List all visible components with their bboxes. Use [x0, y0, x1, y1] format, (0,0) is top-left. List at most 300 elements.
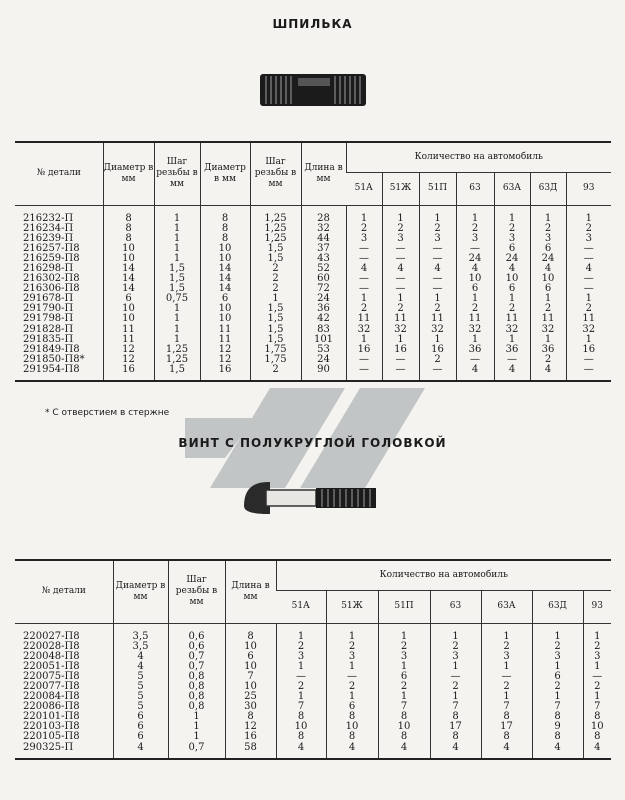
- table-cell: 3: [532, 652, 583, 662]
- stud-table: [15, 141, 611, 382]
- table-cell: 291790-П: [23, 303, 74, 315]
- table-cell: 2: [430, 642, 481, 652]
- table-cell: 2: [456, 224, 494, 234]
- table-cell: 2: [382, 224, 419, 234]
- table-cell: 6: [225, 652, 276, 662]
- table-cell: 7: [481, 702, 532, 712]
- table-cell: 10: [456, 274, 494, 284]
- header-model: 63А: [481, 590, 532, 623]
- table-cell: 4: [481, 743, 532, 759]
- table-cell: 17: [430, 722, 481, 732]
- table-cell: 2: [250, 274, 301, 284]
- table-cell: 11: [200, 325, 250, 335]
- table-cell: 1: [419, 294, 456, 304]
- table-cell: 3: [276, 652, 326, 662]
- table-cell: 8: [103, 234, 154, 244]
- header-pitch-2: Шаг резьбы в мм: [250, 142, 301, 205]
- header-model: 63Д: [530, 172, 566, 205]
- table-cell: 8: [583, 732, 611, 742]
- table-cell: 16: [346, 345, 382, 355]
- table-cell: 24: [494, 254, 530, 264]
- table-cell: —: [566, 244, 611, 254]
- table-row: [15, 623, 611, 642]
- header-quantity: Количество на автомобиль: [346, 142, 611, 172]
- table-cell: —: [346, 355, 382, 365]
- header-length: Длина в мм: [225, 560, 276, 623]
- table-cell: 6: [113, 732, 168, 742]
- table-row: [15, 743, 611, 759]
- table-cell: 10: [494, 274, 530, 284]
- table-row: [15, 264, 611, 274]
- table-cell: 1: [494, 335, 530, 345]
- table-cell: 5: [113, 702, 168, 712]
- table-row: [15, 712, 611, 722]
- table-cell: 3: [566, 234, 611, 244]
- table-cell: 17: [481, 722, 532, 732]
- table-cell: 1: [154, 335, 200, 345]
- table-cell: 8: [200, 205, 250, 224]
- table-cell: 8: [276, 732, 326, 742]
- table-cell: 1: [456, 335, 494, 345]
- table-cell: 1: [168, 732, 225, 742]
- table-cell: 30: [225, 702, 276, 712]
- table-cell: 6: [113, 712, 168, 722]
- table-cell: 6: [326, 702, 378, 712]
- table-cell: —: [382, 274, 419, 284]
- table-cell: 1: [494, 205, 530, 224]
- table-cell: 1: [276, 692, 326, 702]
- table-cell: 1: [481, 692, 532, 702]
- table-cell: 2: [430, 682, 481, 692]
- header-part-no: № детали: [15, 560, 113, 623]
- table-cell: 0,7: [168, 662, 225, 672]
- table-row: [15, 274, 611, 284]
- table-row: [15, 345, 611, 355]
- table-cell: 8: [225, 712, 276, 722]
- table-cell: 220101-П8: [23, 711, 80, 723]
- table-cell: 10: [583, 722, 611, 732]
- table-cell: 3: [419, 234, 456, 244]
- table-cell: 6: [532, 672, 583, 682]
- table-cell: 1,5: [250, 325, 301, 335]
- table-cell: 4: [382, 264, 419, 274]
- table-cell: 8: [200, 224, 250, 234]
- table-cell: —: [419, 365, 456, 381]
- table-cell: 2: [530, 224, 566, 234]
- table-cell: 1: [456, 294, 494, 304]
- table-cell: 10: [276, 722, 326, 732]
- table-cell: 2: [494, 304, 530, 314]
- table-cell: 32: [494, 325, 530, 335]
- stud-title: ШПИЛЬКА: [272, 17, 353, 31]
- table-cell: 1: [154, 325, 200, 335]
- table-cell: 1: [154, 304, 200, 314]
- table-cell: 4: [113, 652, 168, 662]
- table-cell: 1,25: [154, 345, 200, 355]
- table-cell: 1: [419, 205, 456, 224]
- table-cell: 1,75: [250, 345, 301, 355]
- table-cell: 2: [276, 642, 326, 652]
- table-cell: 4: [583, 743, 611, 759]
- table-cell: 291828-П: [23, 323, 74, 335]
- table-cell: 0,6: [168, 623, 225, 642]
- table-cell: 6: [456, 284, 494, 294]
- header-model: 51П: [419, 172, 456, 205]
- table-cell: 32: [419, 325, 456, 335]
- table-cell: 72: [301, 284, 346, 294]
- table-cell: 14: [103, 264, 154, 274]
- table-cell: 9: [532, 722, 583, 732]
- table-row: [15, 355, 611, 365]
- table-cell: 291835-П: [23, 333, 74, 345]
- table-cell: —: [419, 254, 456, 264]
- table-cell: 291849-П8: [23, 343, 80, 355]
- header-model: 51А: [276, 590, 326, 623]
- header-model: 63А: [494, 172, 530, 205]
- table-cell: 3,5: [113, 623, 168, 642]
- stud-table-body: [15, 205, 611, 381]
- header-model: 93: [566, 172, 611, 205]
- table-cell: 4: [494, 365, 530, 381]
- header-diameter: Диаметр в мм: [103, 142, 154, 205]
- table-cell: 220027-П8: [23, 630, 80, 642]
- table-cell: 8: [430, 712, 481, 722]
- table-cell: 4: [430, 743, 481, 759]
- table-cell: 32: [301, 224, 346, 234]
- header-model: 51Ж: [382, 172, 419, 205]
- table-cell: 42: [301, 314, 346, 324]
- table-cell: 8: [532, 712, 583, 722]
- table-cell: 24: [301, 294, 346, 304]
- table-cell: 53: [301, 345, 346, 355]
- table-cell: 24: [530, 254, 566, 264]
- table-cell: 1,5: [250, 314, 301, 324]
- table-cell: 1: [566, 335, 611, 345]
- table-cell: 1,25: [250, 205, 301, 224]
- table-cell: 4: [456, 365, 494, 381]
- table-cell: 220086-П8: [23, 701, 80, 713]
- header-model: 51А: [346, 172, 382, 205]
- table-cell: —: [382, 244, 419, 254]
- table-cell: 58: [225, 743, 276, 759]
- table-row: [15, 642, 611, 652]
- table-cell: 52: [301, 264, 346, 274]
- table-cell: 1,25: [250, 224, 301, 234]
- table-cell: 1,25: [250, 234, 301, 244]
- table-cell: 11: [494, 314, 530, 324]
- table-cell: 1,5: [154, 365, 200, 381]
- table-cell: —: [583, 672, 611, 682]
- table-cell: 3: [326, 652, 378, 662]
- table-cell: 32: [382, 325, 419, 335]
- table-cell: 12: [103, 345, 154, 355]
- table-cell: 1: [419, 335, 456, 345]
- table-cell: 1,5: [154, 264, 200, 274]
- table-cell: 2: [419, 224, 456, 234]
- table-cell: 36: [530, 345, 566, 355]
- table-cell: 16: [419, 345, 456, 355]
- table-cell: 10: [103, 244, 154, 254]
- table-cell: 60: [301, 274, 346, 284]
- table-cell: 14: [103, 274, 154, 284]
- table-row: [15, 304, 611, 314]
- table-cell: 10: [103, 314, 154, 324]
- table-cell: 3,5: [113, 642, 168, 652]
- table-cell: —: [419, 284, 456, 294]
- table-cell: 12: [225, 722, 276, 732]
- table-cell: 12: [200, 355, 250, 365]
- table-cell: 0,6: [168, 642, 225, 652]
- table-cell: 1,5: [154, 284, 200, 294]
- table-cell: 3: [494, 234, 530, 244]
- table-cell: 2: [530, 355, 566, 365]
- table-cell: 1: [326, 623, 378, 642]
- table-row: [15, 244, 611, 254]
- table-cell: 8: [276, 712, 326, 722]
- table-cell: 216298-П: [23, 262, 74, 274]
- table-cell: —: [494, 355, 530, 365]
- table-cell: 3: [382, 234, 419, 244]
- table-cell: 1: [168, 722, 225, 732]
- table-cell: —: [456, 244, 494, 254]
- table-cell: —: [346, 365, 382, 381]
- table-cell: 220051-П8: [23, 660, 80, 672]
- table-cell: 1: [530, 205, 566, 224]
- table-cell: 220103-П8: [23, 721, 80, 733]
- table-cell: 8: [326, 732, 378, 742]
- table-cell: 32: [456, 325, 494, 335]
- table-cell: 0,75: [154, 294, 200, 304]
- table-cell: 1: [378, 692, 430, 702]
- table-cell: 1: [566, 294, 611, 304]
- table-cell: 14: [200, 264, 250, 274]
- table-cell: 1: [481, 662, 532, 672]
- table-cell: 2: [530, 304, 566, 314]
- table-cell: —: [346, 284, 382, 294]
- table-cell: 14: [200, 274, 250, 284]
- table-cell: 1: [566, 205, 611, 224]
- table-cell: —: [346, 254, 382, 264]
- table-cell: 10: [225, 682, 276, 692]
- table-row: [15, 652, 611, 662]
- table-cell: 28: [301, 205, 346, 224]
- table-cell: 1: [346, 294, 382, 304]
- table-cell: 4: [346, 264, 382, 274]
- table-row: [15, 325, 611, 335]
- table-cell: 4: [530, 365, 566, 381]
- table-cell: 8: [481, 712, 532, 722]
- table-cell: 1: [346, 205, 382, 224]
- table-row: [15, 702, 611, 712]
- table-cell: 6: [530, 244, 566, 254]
- screw-table: [15, 559, 611, 760]
- table-row: [15, 692, 611, 702]
- header-pitch: Шаг резьбы в мм: [168, 560, 225, 623]
- table-cell: 36: [494, 345, 530, 355]
- table-cell: 5: [113, 682, 168, 692]
- table-cell: 216302-П8: [23, 273, 80, 285]
- table-cell: —: [382, 284, 419, 294]
- table-cell: 36: [456, 345, 494, 355]
- table-cell: 11: [200, 335, 250, 345]
- table-cell: 220105-П8: [23, 731, 80, 743]
- table-cell: 11: [382, 314, 419, 324]
- table-cell: 216257-П8: [23, 242, 80, 254]
- table-cell: 8: [481, 732, 532, 742]
- table-cell: 90: [301, 365, 346, 381]
- table-cell: 10: [200, 254, 250, 264]
- table-cell: 1: [530, 294, 566, 304]
- table-cell: 1: [382, 294, 419, 304]
- table-cell: 2: [456, 304, 494, 314]
- table-cell: 7: [430, 702, 481, 712]
- table-cell: —: [382, 355, 419, 365]
- table-cell: 1: [378, 662, 430, 672]
- table-cell: 4: [326, 743, 378, 759]
- header-pitch: Шаг резьбы в мм: [154, 142, 200, 205]
- table-cell: 1: [430, 623, 481, 642]
- table-cell: 3: [430, 652, 481, 662]
- table-cell: 2: [326, 682, 378, 692]
- table-cell: 12: [103, 355, 154, 365]
- table-cell: 1: [154, 314, 200, 324]
- table-cell: 4: [456, 264, 494, 274]
- table-cell: 1: [481, 623, 532, 642]
- table-cell: 1: [456, 205, 494, 224]
- table-cell: 3: [346, 234, 382, 244]
- table-cell: 24: [456, 254, 494, 264]
- table-cell: 1: [154, 254, 200, 264]
- table-cell: 8: [583, 712, 611, 722]
- table-cell: 1: [494, 294, 530, 304]
- table-cell: 1: [326, 692, 378, 702]
- table-row: [15, 254, 611, 264]
- table-cell: —: [430, 672, 481, 682]
- table-cell: 6: [103, 294, 154, 304]
- table-cell: 220075-П8: [23, 670, 80, 682]
- table-cell: —: [276, 672, 326, 682]
- table-cell: 216232-П: [23, 212, 74, 224]
- header-diameter: Диаметр в мм: [113, 560, 168, 623]
- table-cell: 8: [430, 732, 481, 742]
- table-cell: 8: [378, 732, 430, 742]
- table-cell: 25: [225, 692, 276, 702]
- table-cell: 216306-П8: [23, 283, 80, 295]
- table-cell: 2: [419, 355, 456, 365]
- table-cell: 2: [419, 304, 456, 314]
- table-cell: 291850-П8*: [23, 353, 85, 365]
- table-cell: 290325-П: [23, 741, 74, 753]
- table-cell: 3: [481, 652, 532, 662]
- table-cell: 2: [250, 284, 301, 294]
- table-cell: 220077-П8: [23, 680, 80, 692]
- table-cell: 11: [530, 314, 566, 324]
- table-cell: 1,5: [250, 254, 301, 264]
- table-cell: 6: [378, 672, 430, 682]
- table-cell: 1: [532, 623, 583, 642]
- stud-footnote: * С отверстием в стержне: [45, 408, 170, 418]
- table-cell: —: [419, 274, 456, 284]
- table-cell: 2: [378, 642, 430, 652]
- table-cell: 1: [378, 623, 430, 642]
- table-cell: 1: [530, 335, 566, 345]
- table-cell: 16: [225, 732, 276, 742]
- table-cell: 7: [532, 702, 583, 712]
- table-cell: 291954-П8: [23, 363, 80, 375]
- table-cell: 11: [103, 325, 154, 335]
- table-cell: 5: [113, 672, 168, 682]
- table-cell: 12: [200, 345, 250, 355]
- table-cell: —: [382, 254, 419, 264]
- stud-illustration: [258, 68, 368, 112]
- table-cell: 37: [301, 244, 346, 254]
- header-model: 51П: [378, 590, 430, 623]
- table-cell: 7: [378, 702, 430, 712]
- header-model: 93: [583, 590, 611, 623]
- table-cell: 6: [494, 284, 530, 294]
- header-quantity: Количество на автомобиль: [276, 560, 611, 590]
- table-row: [15, 284, 611, 294]
- table-cell: 2: [481, 642, 532, 652]
- table-cell: 7: [276, 702, 326, 712]
- header-model: 63: [430, 590, 481, 623]
- table-cell: 4: [566, 264, 611, 274]
- table-row: [15, 682, 611, 692]
- table-cell: 2: [378, 682, 430, 692]
- table-cell: 2: [583, 682, 611, 692]
- table-cell: 2: [532, 682, 583, 692]
- table-row: [15, 672, 611, 682]
- table-cell: 0,7: [168, 743, 225, 759]
- table-cell: 8: [103, 224, 154, 234]
- table-cell: 1: [382, 205, 419, 224]
- table-cell: 1: [532, 662, 583, 672]
- table-cell: 1: [583, 662, 611, 672]
- header-model: 51Ж: [326, 590, 378, 623]
- table-cell: 2: [250, 365, 301, 381]
- table-cell: 216239-П: [23, 232, 74, 244]
- table-cell: —: [566, 254, 611, 264]
- table-cell: 10: [200, 304, 250, 314]
- table-cell: 1,5: [250, 335, 301, 345]
- table-cell: 4: [530, 264, 566, 274]
- table-cell: 1: [583, 692, 611, 702]
- table-cell: 1: [250, 294, 301, 304]
- table-cell: 291678-П: [23, 293, 74, 305]
- table-row: [15, 205, 611, 224]
- table-cell: 1: [154, 224, 200, 234]
- table-cell: 6: [200, 294, 250, 304]
- table-cell: 10: [103, 304, 154, 314]
- table-cell: 3: [378, 652, 430, 662]
- table-cell: 0,8: [168, 672, 225, 682]
- table-cell: 101: [301, 335, 346, 345]
- header-length: Длина в мм: [301, 142, 346, 205]
- table-cell: 6: [530, 284, 566, 294]
- table-cell: 4: [113, 743, 168, 759]
- table-row: [15, 234, 611, 244]
- table-row: [15, 294, 611, 304]
- table-cell: 4: [494, 264, 530, 274]
- table-cell: 1: [532, 692, 583, 702]
- table-cell: 1: [154, 244, 200, 254]
- table-cell: 7: [583, 702, 611, 712]
- table-cell: 10: [200, 244, 250, 254]
- table-cell: 8: [326, 712, 378, 722]
- table-cell: 1: [346, 335, 382, 345]
- table-cell: 1,75: [250, 355, 301, 365]
- table-cell: 0,8: [168, 692, 225, 702]
